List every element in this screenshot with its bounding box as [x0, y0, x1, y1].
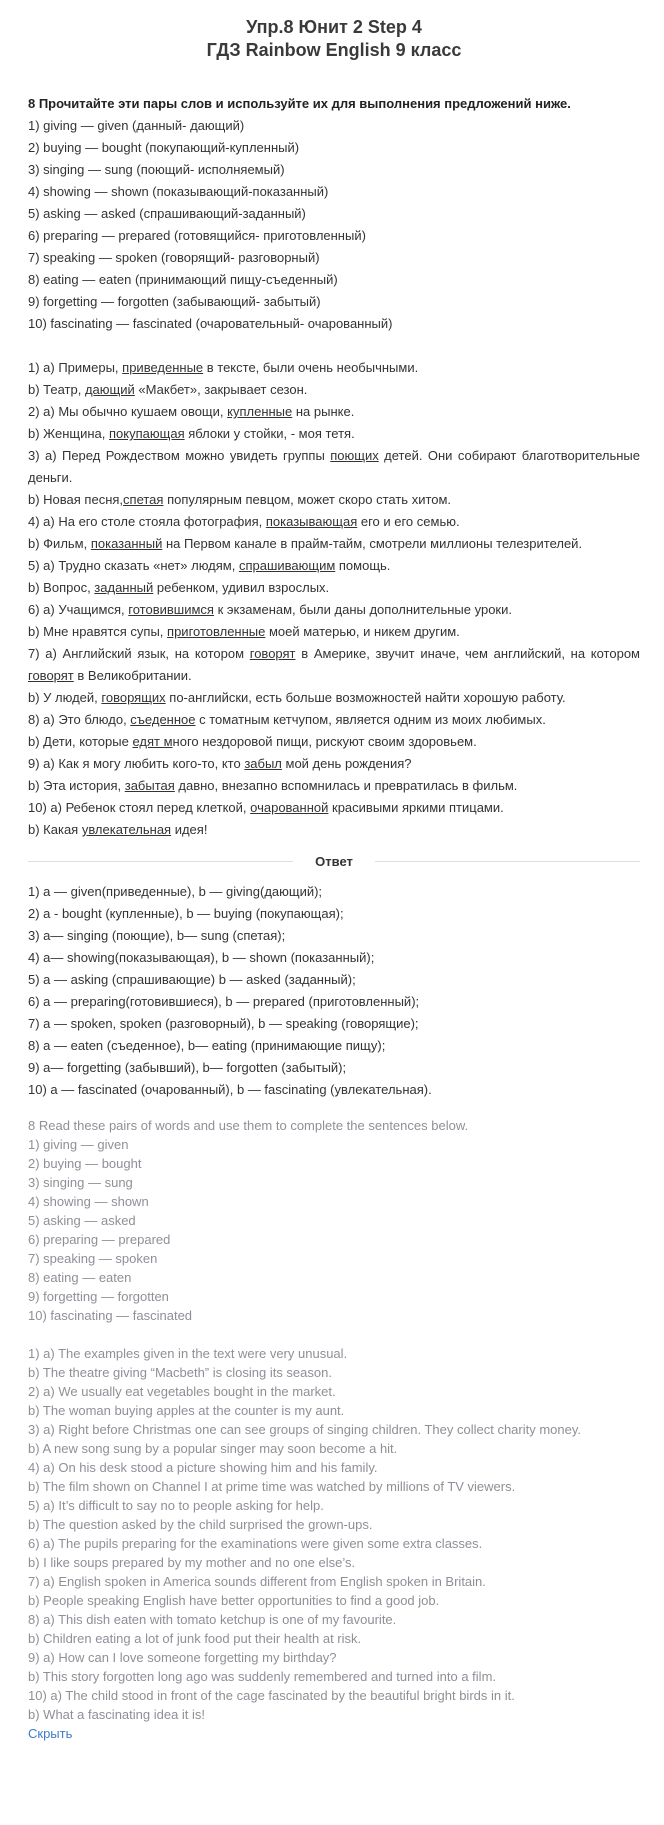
sentence-text: 6) а) Учащимся,	[28, 602, 129, 617]
sentence-text: его и его семью.	[357, 514, 460, 529]
sentence-text: помощь.	[335, 558, 391, 573]
english-sentence-item: b) A new song sung by a popular singer may soon become a hit.	[28, 1441, 398, 1456]
english-sentence-item: 7) a) English spoken in America sounds different from English spoken in Britain.	[28, 1574, 486, 1589]
underlined-participle: заданный	[94, 580, 154, 595]
english-sentence-item: b) People speaking English have better opportunities to find a good job.	[28, 1593, 440, 1608]
english-pair-item: 3) singing — sung	[28, 1175, 133, 1190]
underlined-participle: говорящих	[101, 690, 166, 705]
sentence-text: с томатным кетчупом, является одним из моих любимых.	[195, 712, 546, 727]
sentence-text: b) Мне нравятся супы,	[28, 624, 168, 639]
english-sentence-item: 3) a) Right before Christmas one can see groups of singing children. They collect charity money.	[28, 1422, 582, 1437]
english-pair-item: 8) eating — eaten	[28, 1270, 132, 1285]
sentence-item	[28, 819, 640, 841]
word-pair-item: 8) eating — eaten (принимающий пищу-съеденный)	[28, 272, 338, 287]
underlined-participle: забыл	[244, 756, 282, 771]
sentence-text: красивыми яркими птицами.	[328, 800, 504, 815]
english-sentence-item: b) The theatre giving “Macbeth” is closing its season.	[28, 1365, 332, 1380]
sentence-text: яблоки у стойки, - моя тетя.	[184, 426, 355, 441]
underlined-participle: говорят	[28, 668, 74, 683]
english-sentence-item: b) The woman buying apples at the counter is my aunt.	[28, 1403, 345, 1418]
answer-item: 8) a — eaten (съеденное), b— eating (принимающие пищу);	[28, 1038, 386, 1053]
sentence-text: 2) а) Мы обычно кушаем овощи,	[28, 404, 228, 419]
sentence-text: идея!	[171, 822, 208, 837]
sentence-item	[28, 775, 640, 797]
english-pair-item: 10) fascinating — fascinated	[28, 1308, 193, 1323]
answer-divider	[28, 849, 640, 873]
word-pair-item: 1) giving — given (данный- дающий)	[28, 118, 245, 133]
sentence-item	[28, 709, 640, 731]
sentence-item	[28, 533, 640, 555]
sentence-text: к экзаменам, были даны дополнительные уроки.	[213, 602, 512, 617]
sentence-item	[28, 445, 640, 489]
sentence-item	[28, 621, 640, 643]
sentence-text: 10) а) Ребенок стоял перед клеткой,	[28, 800, 251, 815]
answer-item: 5) a — asking (спрашивающие) b — asked (заданный);	[28, 972, 356, 987]
spacer	[28, 1325, 640, 1344]
sentence-text: давно, внезапно вспомнилась и превратилась в фильм.	[174, 778, 518, 793]
sentence-text: b) Дети, которые	[28, 734, 133, 749]
underlined-participle: показанный	[90, 536, 163, 551]
answers-list	[28, 881, 640, 1101]
task-block	[28, 95, 640, 841]
sentence-item	[28, 489, 640, 511]
word-pair-item: 4) showing — shown (показывающий-показанный)	[28, 184, 329, 199]
word-pair-item: 7) speaking — spoken (говорящий- разговорный)	[28, 250, 320, 265]
hide-link[interactable]: Скрыть	[28, 1726, 73, 1741]
word-pair-item: 10) fascinating — fascinated (очаровательный- очарованный)	[28, 316, 393, 331]
answer-item: 2) a - bought (купленные), b — buying (покупающая);	[28, 906, 344, 921]
english-heading: 8 Read these pairs of words and use them to complete the sentences below.	[28, 1118, 469, 1133]
english-sentence-item: b) The film shown on Channel I at prime time was watched by millions of TV viewers.	[28, 1479, 516, 1494]
sentence-text: ребенком, удивил взрослых.	[153, 580, 330, 595]
sentence-text: b) У людей,	[28, 690, 102, 705]
sentence-text: 8) а) Это блюдо,	[28, 712, 131, 727]
underlined-participle: спетая	[123, 492, 164, 507]
english-sentence-item: 10) a) The child stood in front of the cage fascinated by the beautiful bright birds in it.	[28, 1688, 515, 1703]
sentence-item	[28, 555, 640, 577]
sentence-text: ного нездоровой пищи, рискуют своим здоровьем.	[172, 734, 477, 749]
sentence-item	[28, 357, 640, 379]
english-sentence-item: b) This story forgotten long ago was suddenly remembered and turned into a film.	[28, 1669, 497, 1684]
sentence-text: 3) а) Перед Рождеством можно увидеть группы	[28, 448, 331, 463]
underlined-participle: съеденное	[130, 712, 196, 727]
sentence-text: b) Женщина,	[28, 426, 110, 441]
answer-item: 9) a— forgetting (забывший), b— forgotten (забытый);	[28, 1060, 347, 1075]
sentence-item	[28, 599, 640, 621]
page-title	[28, 0, 640, 74]
divider-line	[375, 861, 640, 862]
word-pair-item: 6) preparing — prepared (готовящийся- приготовленный)	[28, 228, 366, 243]
sentence-text: популярным певцом, может скоро стать хитом.	[163, 492, 452, 507]
sentence-text: b) Новая песня,	[28, 492, 124, 507]
english-sentence-item: 4) a) On his desk stood a picture showing him and his family.	[28, 1460, 378, 1475]
sentence-text: b) Театр,	[28, 382, 85, 397]
underlined-participle: очарованной	[250, 800, 329, 815]
sentence-item	[28, 379, 640, 401]
title-line-2: ГДЗ Rainbow English 9 класс	[206, 40, 462, 60]
title-line-1: Упр.8 Юнит 2 Step 4	[246, 17, 422, 37]
answer-item: 6) a — preparing(готовившиеся), b — prepared (приготовленный);	[28, 994, 420, 1009]
sentence-text: b) Эта история,	[28, 778, 125, 793]
sentence-text: 7) а) Английский язык, на котором	[28, 646, 250, 661]
underlined-participle: показывающая	[265, 514, 358, 529]
sentence-text: в Великобритании.	[73, 668, 192, 683]
sentence-item	[28, 753, 640, 775]
sentence-item	[28, 731, 640, 753]
sentence-text: 4) а) На его столе стояла фотография,	[28, 514, 266, 529]
answer-label: Ответ	[315, 853, 353, 869]
sentence-text: «Макбет», закрывает сезон.	[134, 382, 308, 397]
english-block	[28, 1116, 640, 1743]
word-pair-item: 5) asking — asked (спрашивающий-заданный)	[28, 206, 306, 221]
sentence-item	[28, 687, 640, 709]
sentence-text: в тексте, были очень необычными.	[203, 360, 419, 375]
answer-item: 4) a— showing(показывающая), b — shown (показанный);	[28, 950, 375, 965]
underlined-participle: покупающая	[109, 426, 185, 441]
english-sentence-item: 8) a) This dish eaten with tomato ketchup is one of my favourite.	[28, 1612, 397, 1627]
sentence-text: b) Какая	[28, 822, 82, 837]
underlined-participle: говорят	[249, 646, 296, 661]
english-sentence-item: b) What a fascinating idea it is!	[28, 1707, 206, 1722]
word-pair-item: 3) singing — sung (поющий- исполняемый)	[28, 162, 285, 177]
english-pair-item: 4) showing — shown	[28, 1194, 149, 1209]
sentence-item	[28, 423, 640, 445]
sentence-text: детей. Они собирают благотворительные деньги.	[28, 448, 640, 485]
sentence-text: 1) а) Примеры,	[28, 360, 123, 375]
sentence-text: b) Вопрос,	[28, 580, 95, 595]
english-pair-item: 9) forgetting — forgotten	[28, 1289, 169, 1304]
underlined-participle: дающий	[84, 382, 135, 397]
underlined-participle: поющих	[330, 448, 379, 463]
word-pair-item: 9) forgetting — forgotten (забывающий- забытый)	[28, 294, 321, 309]
english-pair-item: 1) giving — given	[28, 1137, 129, 1152]
sentence-item	[28, 511, 640, 533]
sentence-text: мой день рождения?	[281, 756, 412, 771]
divider-line	[28, 861, 293, 862]
word-pairs-list	[28, 115, 640, 335]
english-sentence-item: 5) a) It’s difficult to say no to people asking for help.	[28, 1498, 324, 1513]
sentence-text: в Америке, звучит иначе, чем английский, на котором	[295, 646, 640, 661]
english-sentence-item: b) Children eating a lot of junk food put their health at risk.	[28, 1631, 362, 1646]
word-pair-item: 2) buying — bought (покупающий-купленный)	[28, 140, 300, 155]
answer-item: 7) a — spoken, spoken (разговорный), b — speaking (говорящие);	[28, 1016, 419, 1031]
english-pair-item: 5) asking — asked	[28, 1213, 136, 1228]
english-sentence-item: b) I like soups prepared by my mother and no one else’s.	[28, 1555, 356, 1570]
sentence-item	[28, 797, 640, 819]
sentence-text: 9) а) Как я могу любить кого-то, кто	[28, 756, 245, 771]
sentence-item	[28, 401, 640, 423]
sentence-text: 5) а) Трудно сказать «нет» людям,	[28, 558, 239, 573]
underlined-participle: приготовленные	[167, 624, 266, 639]
sentence-text: по-английски, есть больше возможностей найти хорошую работу.	[165, 690, 566, 705]
english-pair-item: 2) buying — bought	[28, 1156, 142, 1171]
english-sentence-item: 9) a) How can I love someone forgetting my birthday?	[28, 1650, 337, 1665]
underlined-participle: едят м	[132, 734, 173, 749]
answer-item: 3) a— singing (поющие), b— sung (спетая);	[28, 928, 286, 943]
english-sentence-item: 2) a) We usually eat vegetables bought in the market.	[28, 1384, 336, 1399]
underlined-participle: приведенные	[122, 360, 204, 375]
answer-item: 1) a — given(приведенные), b — giving(дающий);	[28, 884, 323, 899]
underlined-participle: увлекательная	[81, 822, 172, 837]
english-sentence-item: 1) a) The examples given in the text were very unusual.	[28, 1346, 348, 1361]
english-sentence-item: 6) a) The pupils preparing for the examinations were given some extra classes.	[28, 1536, 483, 1551]
english-pairs-list	[28, 1135, 640, 1325]
english-pair-item: 6) preparing — prepared	[28, 1232, 171, 1247]
sentence-text: на рынке.	[292, 404, 355, 419]
english-sentences-list	[28, 1344, 640, 1724]
sentence-item	[28, 577, 640, 599]
spacer	[28, 335, 640, 357]
sentence-text: b) Фильм,	[28, 536, 91, 551]
sentence-item	[28, 643, 640, 687]
answer-item: 10) a — fascinated (очарованный), b — fascinating (увлекательная).	[28, 1082, 432, 1097]
sentence-text: моей матерью, и никем другим.	[265, 624, 460, 639]
underlined-participle: забытая	[124, 778, 175, 793]
underlined-participle: спрашивающим	[238, 558, 336, 573]
task-heading: 8 Прочитайте эти пары слов и используйте их для выполнения предложений ниже.	[28, 96, 571, 111]
english-sentence-item: b) The question asked by the child surprised the grown-ups.	[28, 1517, 373, 1532]
sentences-list	[28, 357, 640, 841]
english-pair-item: 7) speaking — spoken	[28, 1251, 158, 1266]
underlined-participle: купленные	[227, 404, 293, 419]
sentence-text: на Первом канале в прайм-тайм, смотрели миллионы телезрителей.	[162, 536, 583, 551]
underlined-participle: готовившимся	[128, 602, 214, 617]
